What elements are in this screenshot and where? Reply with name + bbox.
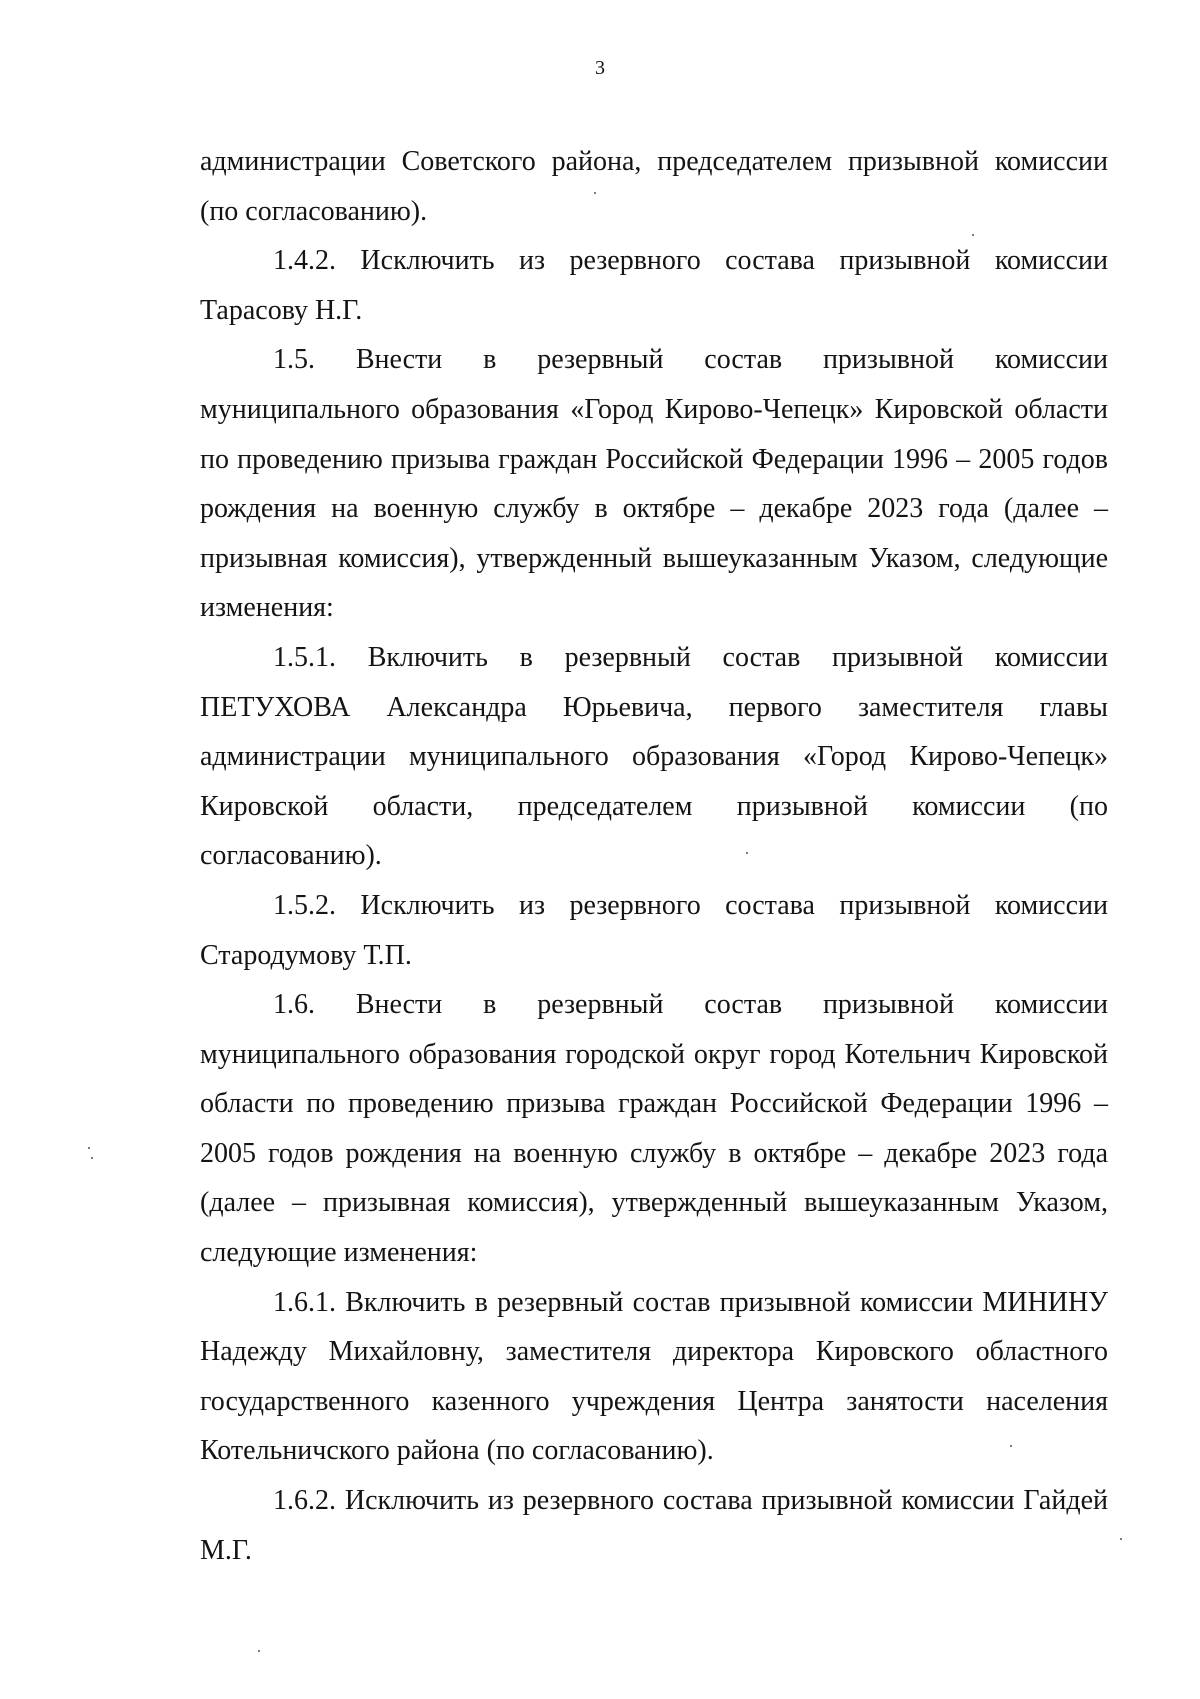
scan-speck xyxy=(594,192,596,194)
paragraph-1-6: 1.6. Внести в резервный состав призывной комиссии муниципального образования городской округ город Котельнич Кировской области по проведению призыва граждан Российской Федерации 1996 – 2005 годов рождения на военную службу в октябре – декабре 2023 года (далее – призывная комиссия), утвержденный вышеуказанным Указом, следующие изменения: xyxy=(200,989,1108,1269)
paragraph-1-6-2: 1.6.2. Исключить из резервного состава призывной комиссии Гайдей М.Г. xyxy=(200,1485,1108,1566)
page-number: 3 xyxy=(595,57,605,79)
paragraph-1-5: 1.5. Внести в резервный состав призывной комиссии муниципального образования «Город Кирово-Чепецк» Кировской области по проведению призыва граждан Российской Федерации 1996 – 2005 годов рождения на военную службу в октябре – декабре 2023 года (далее – призывная комиссия), утвержденный вышеуказанным Указом, следующие изменения: xyxy=(200,344,1108,624)
scan-speck xyxy=(1120,1538,1122,1540)
paragraph-1-4-2: 1.4.2. Исключить из резервного состава призывной комиссии Тарасову Н.Г. xyxy=(200,245,1108,326)
scan-speck xyxy=(88,1147,90,1149)
scan-speck xyxy=(746,852,748,854)
paragraph-1-6-1: 1.6.1. Включить в резервный состав призывной комиссии МИНИНУ Надежду Михайловну, заместителя директора Кировского областного государственного казенного учреждения Центра занятости населения Котельничского района (по согласованию). xyxy=(200,1286,1108,1467)
paragraph-1-5-1: 1.5.1. Включить в резервный состав призывной комиссии ПЕТУХОВА Александра Юрьевича, первого заместителя главы администрации муниципального образования «Город Кирово-Чепецк» Кировской области, председателем призывной комиссии (по согласованию). xyxy=(200,641,1108,872)
paragraph-1-5-2: 1.5.2. Исключить из резервного состава призывной комиссии Стародумову Т.П. xyxy=(200,889,1108,971)
scan-speck xyxy=(258,1650,260,1652)
scan-speck xyxy=(972,234,974,236)
scan-speck xyxy=(1010,1445,1012,1447)
document-body xyxy=(200,137,1108,1575)
paragraph-sovetsky-chair-continuation: администрации Советского района, председателем призывной комиссии (по согласованию). xyxy=(200,146,1108,227)
scan-speck xyxy=(91,1157,93,1159)
